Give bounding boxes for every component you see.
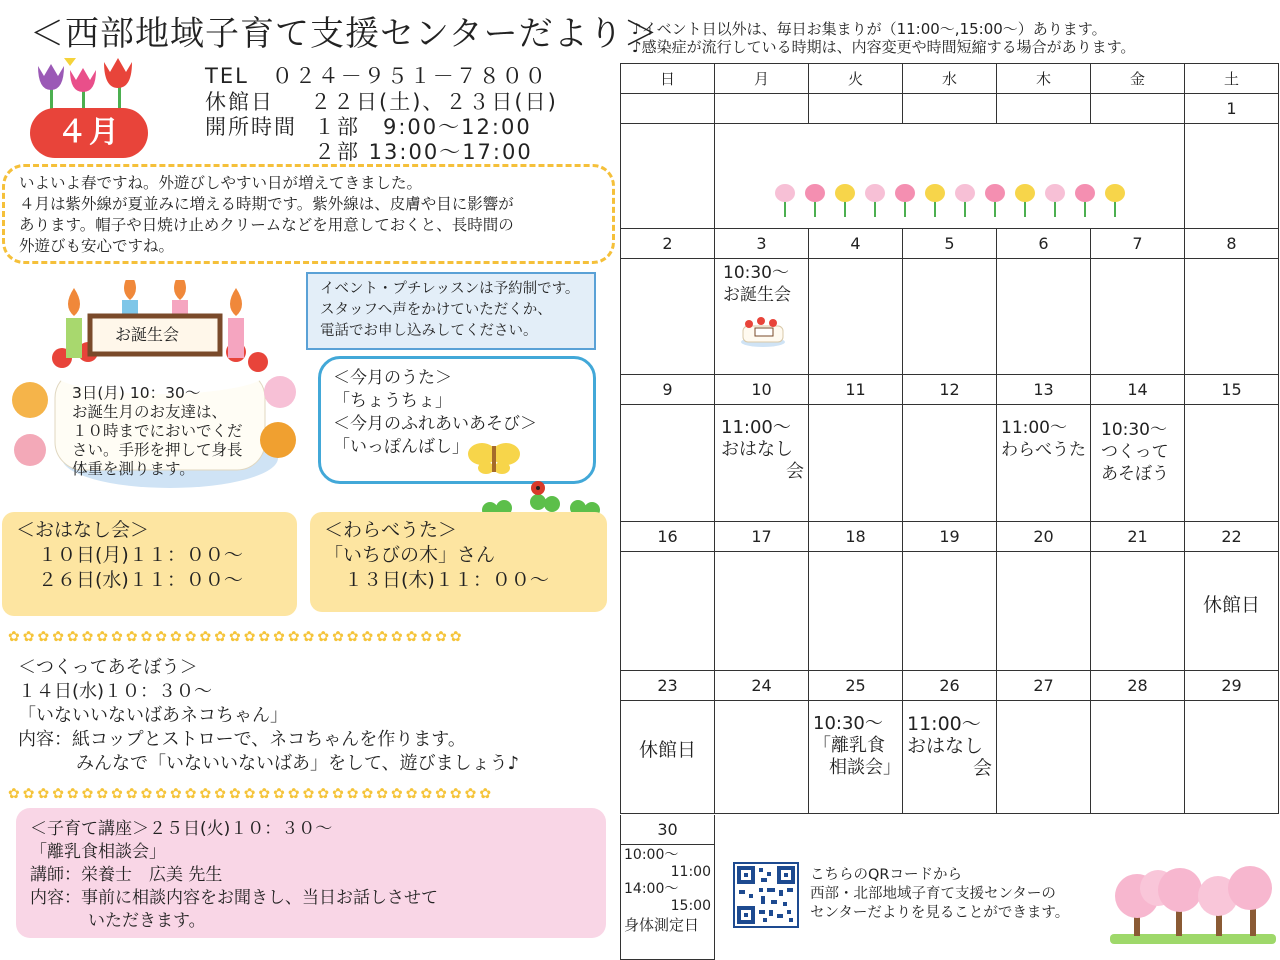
event-title: 会 <box>972 757 992 779</box>
closed-day-23: 休館日 <box>621 701 715 814</box>
date-number: 28 <box>1091 671 1185 701</box>
event-row <box>621 259 1279 375</box>
date-number: 7 <box>1091 229 1185 259</box>
weekday-mon: 月 <box>715 64 809 94</box>
intro-line: あります。帽子や日焼け止めクリームなどを用意しておくと、長時間の <box>19 216 514 234</box>
flower-divider: ✿✿✿✿✿✿✿✿✿✿✿✿✿✿✿✿✿✿✿✿✿✿✿✿✿✿✿✿✿✿✿ <box>8 629 465 645</box>
date-number: 22 <box>1185 522 1279 552</box>
event-row <box>621 405 1279 522</box>
intro-line: ４月は紫外線が夏並みに増える時期です。紫外線は、皮膚や目に影響が <box>19 195 514 213</box>
measure-time: 10:00～ <box>624 847 679 863</box>
date-number <box>903 94 997 124</box>
notice-line: スタッフへ声をかけていただくか、 <box>320 302 552 318</box>
cherry-blossom-icon <box>1110 862 1276 946</box>
event-time: 11:00～ <box>721 417 791 438</box>
event-title: 「離乳食 <box>813 735 885 756</box>
date-number <box>621 94 715 124</box>
month-badge: ４月 <box>30 108 148 158</box>
day-cell <box>621 124 715 229</box>
date-number: 26 <box>903 671 997 701</box>
event-craft <box>1091 405 1185 522</box>
day-cell <box>621 405 715 522</box>
measure-time: 11:00 <box>670 864 711 880</box>
day-cell <box>621 552 715 671</box>
cake-icon <box>739 314 804 354</box>
day-cell <box>1185 701 1279 814</box>
qr-note-line: センターだよりを見ることができます。 <box>810 905 1070 921</box>
craft-heading: ＜つくってあそぼう＞ <box>18 657 198 678</box>
day-cell <box>1185 259 1279 375</box>
day-cell <box>997 259 1091 375</box>
warabeuta-box <box>310 512 607 612</box>
qr-note <box>810 866 1069 923</box>
date-number: 13 <box>997 375 1091 405</box>
event-title: つくって <box>1101 442 1169 462</box>
date-number: 23 <box>621 671 715 701</box>
page-title: ＜西部地域子育て支援センターだより＞ <box>30 14 659 54</box>
weekday-thu: 木 <box>997 64 1091 94</box>
day-cell <box>715 552 809 671</box>
note-line: ♪感染症が流行している時期は、内容変更や時間短縮する場合があります。 <box>632 38 1136 56</box>
day-cell <box>903 405 997 522</box>
hours-session-2: ２部 13:00～17:00 <box>314 140 533 164</box>
warabeuta-date: １３日(木)１１：００～ <box>344 569 549 591</box>
birthday-line: さい。手形を押して身長 <box>72 441 243 459</box>
event-time: 10:30～ <box>1101 420 1167 440</box>
event-row <box>621 124 1279 229</box>
phone-number: TEL ０２４－９５１－７８００ <box>205 64 548 88</box>
day-cell <box>1091 701 1185 814</box>
date-row <box>621 522 1279 552</box>
event-ohanashi <box>903 701 997 814</box>
event-birthday <box>715 259 809 375</box>
weekday-fri: 金 <box>1091 64 1185 94</box>
weekday-sat: 土 <box>1185 64 1279 94</box>
date-number: 24 <box>715 671 809 701</box>
event-row <box>621 552 1279 671</box>
date-number: 15 <box>1185 375 1279 405</box>
date-number: 11 <box>809 375 903 405</box>
date-row <box>621 229 1279 259</box>
measure-time: 14:00～ <box>624 881 679 897</box>
play-heading: ＜今月のふれあいあそび＞ <box>333 414 537 434</box>
date-number: 2 <box>621 229 715 259</box>
date-number: 9 <box>621 375 715 405</box>
date-number: 1 <box>1185 94 1279 124</box>
closed-day-22: 休館日 <box>1185 552 1279 671</box>
day-cell <box>715 701 809 814</box>
event-time: 10:30～ <box>813 713 883 734</box>
hours-label: 開所時間 <box>205 115 297 139</box>
ohanashi-box <box>2 512 297 616</box>
course-lecturer: 講師：栄養士 広美 先生 <box>30 865 223 885</box>
ohanashi-date-2: ２６日(水)１１：００～ <box>38 569 243 591</box>
birthday-info <box>72 384 262 479</box>
date-row <box>621 671 1279 701</box>
day-cell <box>1185 124 1279 229</box>
craft-section <box>18 656 519 776</box>
birthday-line: 3日(月) 10：30～ <box>72 384 201 402</box>
date-number: 8 <box>1185 229 1279 259</box>
birthday-line: １０時までにおいでくだ <box>72 422 243 440</box>
intro-message <box>2 164 615 264</box>
butterfly-icon <box>464 440 524 480</box>
date-number: 10 <box>715 375 809 405</box>
event-title: あそぼう <box>1101 464 1169 484</box>
qr-note-line: こちらのQRコードから <box>810 867 962 883</box>
qr-code[interactable] <box>733 862 799 928</box>
craft-content: みんなで「いないいないばあ」をして、遊びましょう♪ <box>76 753 520 774</box>
intro-line: 外遊びも安心ですね。 <box>19 237 175 255</box>
date-number: 12 <box>903 375 997 405</box>
parenting-course-box <box>16 808 606 938</box>
ohanashi-heading: ＜おはなし会＞ <box>16 519 150 541</box>
event-time: 11:00～ <box>1001 418 1067 438</box>
tulip-decoration <box>715 124 1185 229</box>
day-cell <box>1185 405 1279 522</box>
warabeuta-group: 「いちびの木」さん <box>324 544 496 566</box>
date-number: 5 <box>903 229 997 259</box>
event-title: おはなし <box>907 735 984 757</box>
qr-note-line: 西部・北部地域子育て支援センターの <box>810 886 1056 902</box>
date-number: 30 <box>621 815 714 845</box>
date-number: 17 <box>715 522 809 552</box>
event-time: 11:00～ <box>907 713 981 735</box>
craft-content: 内容：紙コップとストローで、ネコちゃんを作ります。 <box>18 729 466 750</box>
date-number: 21 <box>1091 522 1185 552</box>
day-cell <box>997 552 1091 671</box>
date-number: 19 <box>903 522 997 552</box>
event-title: わらべうた <box>1001 440 1086 460</box>
weekday-header-row <box>621 64 1279 94</box>
date-number: 20 <box>997 522 1091 552</box>
course-heading: ＜子育て講座＞２５日(火)１０：３０～ <box>30 819 333 839</box>
notice-line: イベント・プチレッスンは予約制です。 <box>320 281 580 297</box>
date-number: 4 <box>809 229 903 259</box>
date-number: 18 <box>809 522 903 552</box>
date-number: 29 <box>1185 671 1279 701</box>
intro-line: いよいよ春ですね。外遊びしやすい日が増えてきました。 <box>19 174 423 192</box>
play-title: 「いっぽんばし」 <box>333 437 469 457</box>
event-ohanashi <box>715 405 809 522</box>
date-number <box>1091 94 1185 124</box>
closed-days: ２２日(土)、２３日(日) <box>310 90 558 114</box>
date-number: 25 <box>809 671 903 701</box>
flower-divider: ✿✿✿✿✿✿✿✿✿✿✿✿✿✿✿✿✿✿✿✿✿✿✿✿✿✿✿✿✿✿✿✿✿ <box>8 786 495 802</box>
event-title: 相談会」 <box>829 757 901 778</box>
day-cell <box>1091 259 1185 375</box>
date-number: 3 <box>715 229 809 259</box>
event-row <box>621 701 1279 814</box>
day-cell <box>621 259 715 375</box>
date-number <box>997 94 1091 124</box>
day-cell <box>1091 552 1185 671</box>
date-number: 16 <box>621 522 715 552</box>
birthday-line: 体重を測ります。 <box>72 460 195 478</box>
date-number <box>809 94 903 124</box>
craft-name: 「いないいないばあネコちゃん」 <box>18 705 288 726</box>
hours-session-1: １部 9:00～12:00 <box>314 115 532 139</box>
schedule-note <box>632 20 1135 56</box>
course-content: 内容：事前に相談内容をお聞きし、当日お話しさせて <box>30 888 438 908</box>
day-cell <box>997 701 1091 814</box>
day-cell <box>809 552 903 671</box>
tulip-illustration <box>32 56 142 116</box>
warabeuta-heading: ＜わらべうた＞ <box>324 519 458 541</box>
notice-line: 電話でお申し込みしてください。 <box>320 323 538 339</box>
event-weaning-consult <box>809 701 903 814</box>
day-cell <box>903 552 997 671</box>
date-row <box>621 375 1279 405</box>
tulip-icon-row <box>719 127 1180 223</box>
event-title: おはなし <box>721 439 793 460</box>
day-cell <box>809 259 903 375</box>
note-line: ♪イベント日以外は、毎日お集まりが（11:00～,15:00～）あります。 <box>632 20 1107 38</box>
course-content: いただきます。 <box>88 911 206 931</box>
day-cell <box>903 259 997 375</box>
date-number <box>715 94 809 124</box>
date-row <box>621 94 1279 124</box>
birthday-sign: お誕生会 <box>115 325 180 344</box>
calendar-table <box>620 63 1279 814</box>
birthday-line: お誕生月のお友達は、 <box>72 403 228 421</box>
course-name: 「離乳食相談会」 <box>30 842 166 862</box>
weekday-tue: 火 <box>809 64 903 94</box>
date-number: 6 <box>997 229 1091 259</box>
weekday-sun: 日 <box>621 64 715 94</box>
event-title: お誕生会 <box>723 285 791 305</box>
day-30-cell <box>620 815 715 960</box>
monthly-song-box <box>318 356 596 484</box>
date-number: 27 <box>997 671 1091 701</box>
craft-date: １４日(水)１０：３０～ <box>18 681 213 702</box>
measurement-day-label: 身体測定日 <box>624 916 700 934</box>
closed-label: 休館日 <box>205 90 274 114</box>
measure-time: 15:00 <box>670 898 711 914</box>
event-time: 10:30～ <box>723 263 789 283</box>
song-title: 「ちょうちょ」 <box>333 391 452 411</box>
day-cell <box>809 405 903 522</box>
weekday-wed: 水 <box>903 64 997 94</box>
event-title: 会 <box>786 461 804 482</box>
ohanashi-date-1: １０日(月)１１：００～ <box>38 544 243 566</box>
event-warabeuta <box>997 405 1091 522</box>
song-heading: ＜今月のうた＞ <box>333 368 452 388</box>
date-number: 14 <box>1091 375 1185 405</box>
measurement-times <box>621 845 714 936</box>
reservation-notice <box>306 272 596 350</box>
